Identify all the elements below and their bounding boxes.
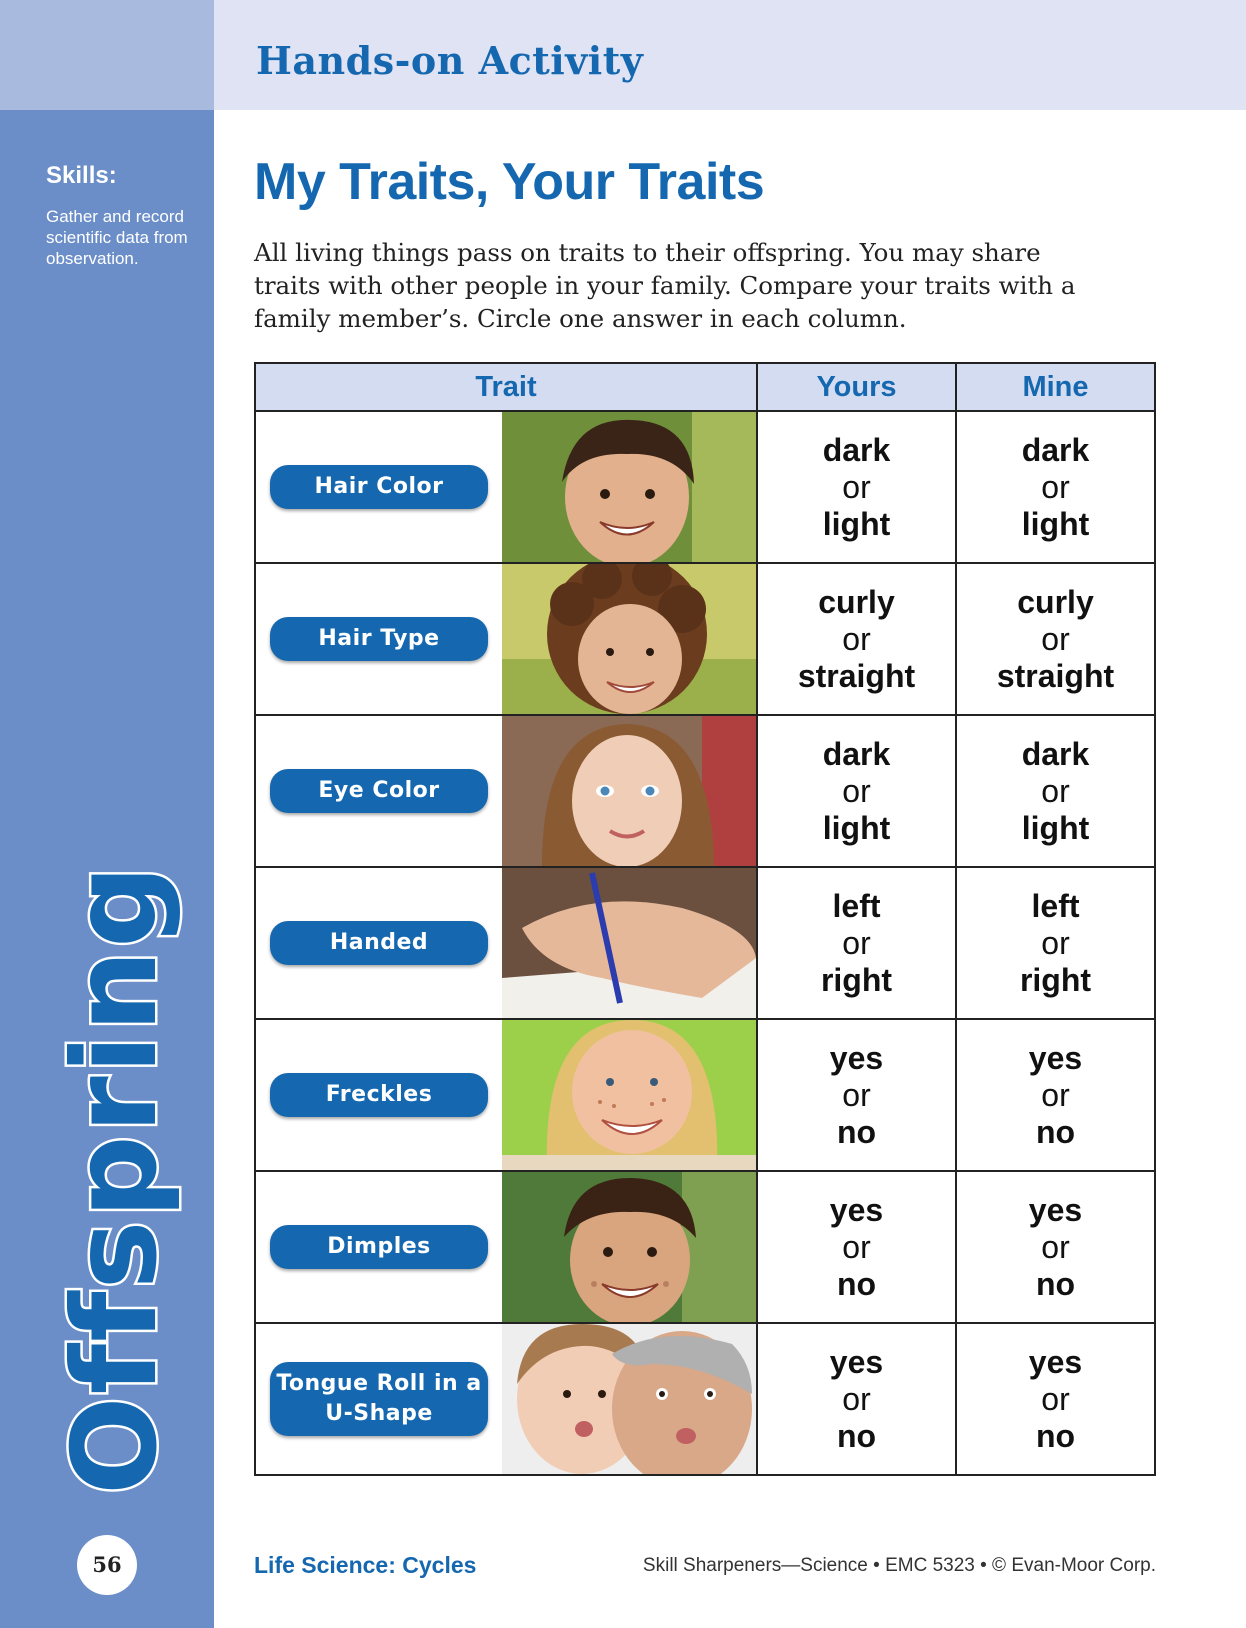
page-number: 56 <box>77 1535 137 1595</box>
option-b[interactable]: straight <box>996 657 1115 694</box>
mine-choice[interactable] <box>956 1019 1155 1171</box>
option-a[interactable]: yes <box>829 1039 884 1076</box>
trait-cell <box>255 1171 757 1323</box>
option-a[interactable]: dark <box>822 431 891 468</box>
or-text: or <box>1041 772 1070 809</box>
trait-cell <box>255 867 757 1019</box>
table-row <box>255 411 1155 563</box>
freckled-girl-photo <box>502 1020 756 1170</box>
mine-choice[interactable] <box>956 1323 1155 1475</box>
yours-choice[interactable] <box>757 1323 956 1475</box>
or-text: or <box>1041 1380 1070 1417</box>
option-b[interactable]: no <box>1035 1113 1076 1150</box>
trait-label-pill: Hair Type <box>270 617 488 661</box>
option-a[interactable]: dark <box>822 735 891 772</box>
trait-label-pill: Eye Color <box>270 769 488 813</box>
option-a[interactable]: dark <box>1021 431 1090 468</box>
yours-choice[interactable] <box>757 563 956 715</box>
header-trait: Trait <box>255 363 757 411</box>
mine-choice[interactable] <box>956 411 1155 563</box>
or-text: or <box>842 924 871 961</box>
option-a[interactable]: yes <box>1028 1039 1083 1076</box>
traits-table <box>254 362 1156 1476</box>
mine-choice[interactable] <box>956 715 1155 867</box>
or-text: or <box>1041 1076 1070 1113</box>
option-b[interactable]: no <box>836 1417 877 1454</box>
trait-label-pill: Freckles <box>270 1073 488 1117</box>
trait-label-pill: Dimples <box>270 1225 488 1269</box>
or-text: or <box>842 468 871 505</box>
table-header-row <box>255 363 1155 411</box>
option-b[interactable]: light <box>1021 809 1090 846</box>
table-row <box>255 867 1155 1019</box>
girl-blue-eyes-photo <box>502 716 756 866</box>
vertical-topic-title: Offspring <box>48 862 183 1495</box>
trait-cell <box>255 411 757 563</box>
option-b[interactable]: no <box>836 1265 877 1302</box>
or-text: or <box>842 1380 871 1417</box>
or-text: or <box>1041 468 1070 505</box>
trait-cell <box>255 715 757 867</box>
option-b[interactable]: straight <box>797 657 916 694</box>
hand-writing-photo <box>502 868 756 1018</box>
option-a[interactable]: yes <box>1028 1191 1083 1228</box>
yours-choice[interactable] <box>757 715 956 867</box>
option-a[interactable]: curly <box>1017 583 1094 620</box>
yours-choice[interactable] <box>757 1171 956 1323</box>
yours-choice[interactable] <box>757 1019 956 1171</box>
boy-photo <box>502 412 756 562</box>
table-row <box>255 1323 1155 1475</box>
table-row <box>255 1171 1155 1323</box>
option-b[interactable]: light <box>822 809 891 846</box>
or-text: or <box>1041 1228 1070 1265</box>
yours-choice[interactable] <box>757 867 956 1019</box>
trait-cell <box>255 1323 757 1475</box>
option-a[interactable]: dark <box>1021 735 1090 772</box>
option-b[interactable]: no <box>836 1113 877 1150</box>
trait-cell <box>255 563 757 715</box>
option-b[interactable]: light <box>1021 505 1090 542</box>
header-yours: Yours <box>757 363 956 411</box>
table-row <box>255 1019 1155 1171</box>
trait-label-pill: Handed <box>270 921 488 965</box>
option-b[interactable]: right <box>1019 961 1092 998</box>
or-text: or <box>842 620 871 657</box>
yours-choice[interactable] <box>757 411 956 563</box>
section-label: Hands-on Activity <box>256 38 644 83</box>
trait-label-pill: Hair Color <box>270 465 488 509</box>
or-text: or <box>842 1076 871 1113</box>
footer-credit: Skill Sharpeners—Science • EMC 5323 • © Evan-Moor Corp. <box>642 1555 1156 1576</box>
intro-paragraph: All living things pass on traits to their offspring. You may share traits with other people in your family. Compare your traits with a family member’s. Circle one answer in each column. <box>254 238 1076 333</box>
or-text: or <box>842 1228 871 1265</box>
option-b[interactable]: right <box>820 961 893 998</box>
option-a[interactable]: left <box>1031 887 1080 924</box>
option-b[interactable]: light <box>822 505 891 542</box>
or-text: or <box>1041 620 1070 657</box>
skills-title: Skills: <box>46 162 117 189</box>
option-a[interactable]: curly <box>818 583 895 620</box>
footer-subject: Life Science: Cycles <box>254 1552 477 1578</box>
skills-text: Gather and record scientific data from observation. <box>46 207 188 268</box>
table-row <box>255 715 1155 867</box>
or-text: or <box>842 772 871 809</box>
header-corner <box>0 0 214 110</box>
option-a[interactable]: yes <box>829 1191 884 1228</box>
mine-choice[interactable] <box>956 867 1155 1019</box>
page-title: My Traits, Your Traits <box>254 153 765 211</box>
table-row <box>255 563 1155 715</box>
option-b[interactable]: no <box>1035 1417 1076 1454</box>
option-a[interactable]: left <box>832 887 881 924</box>
trait-label-pill: Tongue Roll in a U-Shape <box>270 1362 488 1436</box>
mine-choice[interactable] <box>956 1171 1155 1323</box>
option-a[interactable]: yes <box>1028 1343 1083 1380</box>
mine-choice[interactable] <box>956 563 1155 715</box>
dimpled-boy-photo <box>502 1172 756 1322</box>
trait-cell <box>255 1019 757 1171</box>
or-text: or <box>1041 924 1070 961</box>
curly-hair-child-photo <box>502 564 756 714</box>
header-mine: Mine <box>956 363 1155 411</box>
option-b[interactable]: no <box>1035 1265 1076 1302</box>
tongue-roll-photo <box>502 1324 756 1474</box>
option-a[interactable]: yes <box>829 1343 884 1380</box>
